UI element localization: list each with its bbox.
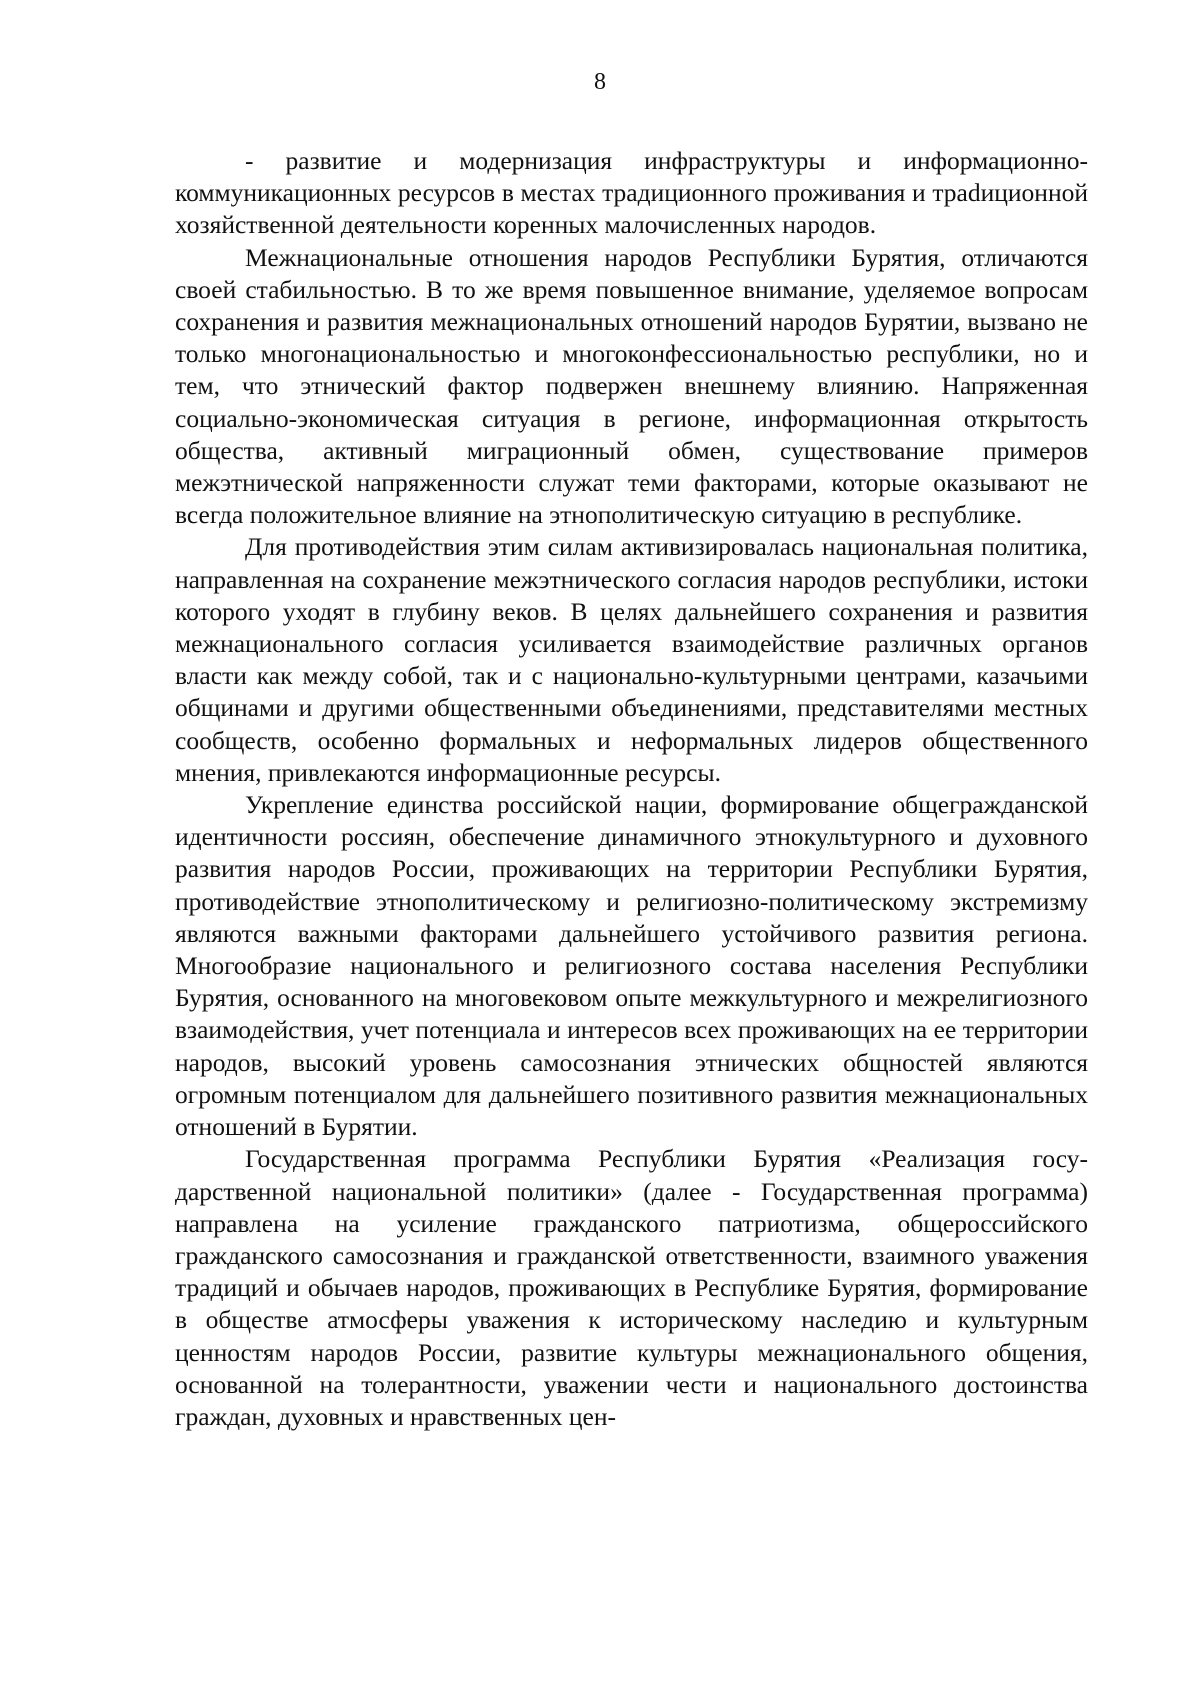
paragraph-interethnic-relations: Межнациональные отношения народов Республики Бурятия, отличаются своей стабильностью. В то же время повышенное внимание, уделяемое вопросам сохранения и развития межнациональных отношений народов Бурятии, вызвано не только многонациональностью и многоконфессиональностью республики, но и тем, что этнический фактор подвержен внешнему влиянию. Напряженная социально-экономическая ситуация в регионе, информационная открытость общества, активный миграционный обмен, существование примеров межэтнической напряженности служат теми факторами, которые оказывают не всегда положительное влияние на этнополитическую ситуацию в республике.: [175, 242, 1088, 530]
paragraph-national-unity: Укрепление единства российской нации, формирование общегражданской идентичности россиян, обеспечение динамичного этнокультурного и духовного развития народов России, проживающих на территории Республики Бурятия, противодействие этнополитическому и религиозно-политическому экстремизму являются важными факторами дальнейшего устойчивого развития региона. Многообразие национального и религиозного состава населения Республики Бурятия, основанного на многовековом опыте межкультурного и межрелигиозного взаимодействия, учет потенциала и интересов всех проживающих на ее территории народов, высокий уровень самосознания этнических общностей являются огромным потенциалом для дальнейшего позитивного развития межнациональных отношений в Бурятии.: [175, 790, 1088, 1142]
document-body: [175, 145, 1088, 1433]
paragraph-state-program: Государственная программа Республики Бурятия «Реализация государственной национальной политики» (далее - Государственная программа) направлена на усиление гражданского патриотизма, общероссийского гражданского самосознания и гражданской ответственности, взаимного уважения традиций и обычаев народов, проживающих в Республике Бурятия, формирование в обществе атмосферы уважения к историческому наследию и культурным ценностям народов России, развитие культуры межнационального общения, основанной на толерантности, уважении чести и национального достоинства граждан, духовных и нравственных цен-: [175, 1144, 1088, 1431]
paragraph-national-policy: Для противодействия этим силам активизировалась национальная политика, направленная на сохранение межэтнического согласия народов республики, истоки которого уходят в глубину веков. В целях дальнейшего сохранения и развития межнационального согласия усиливается взаимодействие различных органов власти как между собой, так и с национально-культурными центрами, казачьими общинами и другими общественными объединениями, представителями местных сообществ, особенно формальных и неформальных лидеров общественного мнения, привлекаются информационные ресурсы.: [175, 532, 1088, 787]
paragraph-infrastructure: - развитие и модернизация инфраструктуры и информационно-коммуникационных ресурсов в местах традиционного проживания и траdиционной хозяйственной деятельности коренных малочисленных народов.: [175, 146, 1088, 240]
page-number: 8: [594, 69, 606, 95]
